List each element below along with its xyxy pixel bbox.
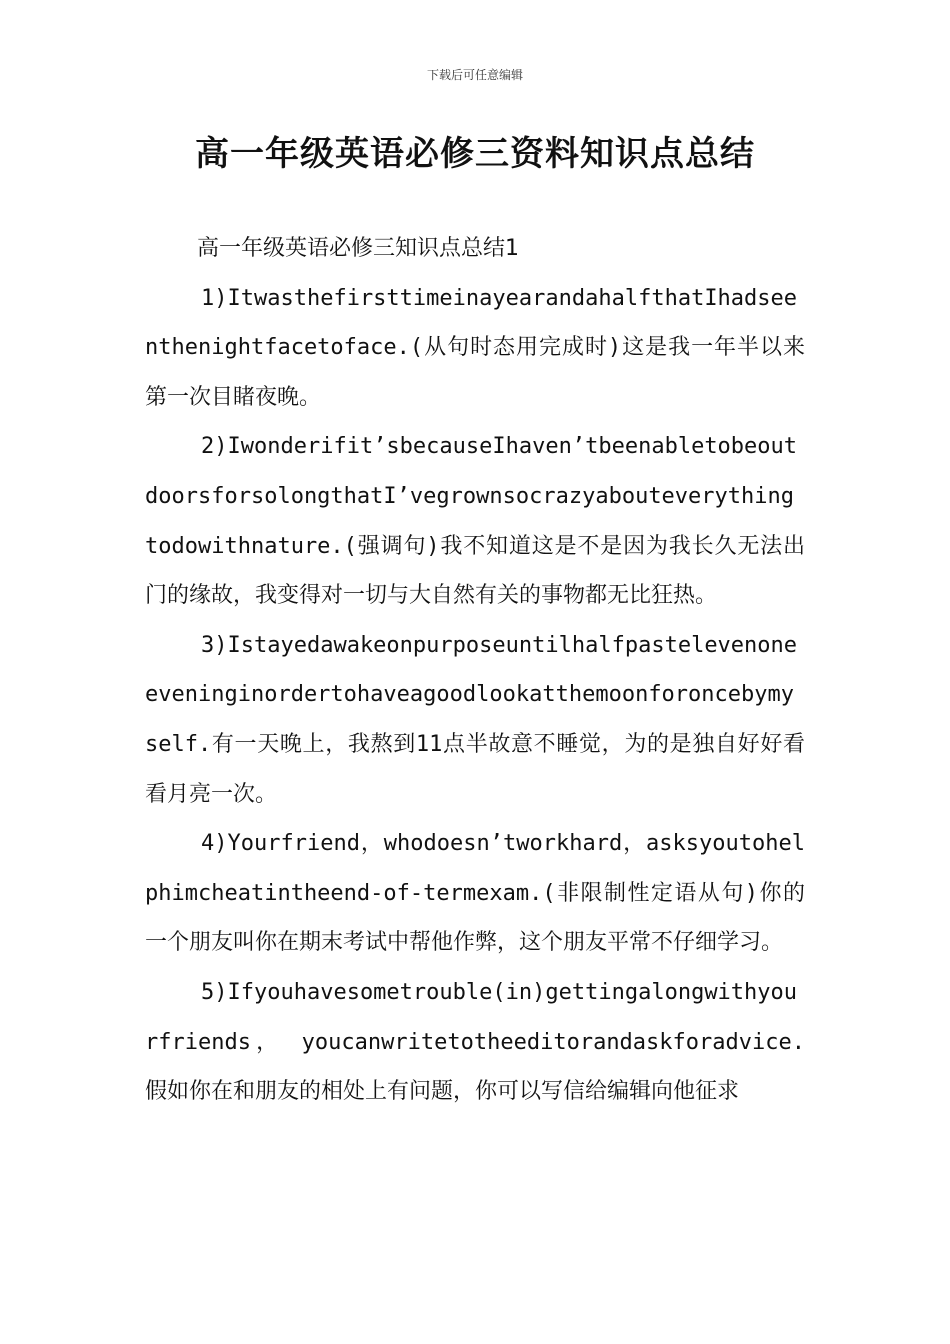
paragraph-5: 5)Ifyouhavesometrouble(in)gettingalongwithyourfriends， youcanwritetotheeditorandaskforadvice.假如你在和朋友的相处上有问题，你可以写信给编辑向他征求 — [145, 979, 805, 1105]
header-note: 下载后可任意编辑 — [426, 68, 523, 82]
document-body — [145, 224, 805, 1117]
paragraph-1: 1)ItwasthefirsttimeinayearandahalfthatIhadseenthenightfacetoface.(从句时态用完成时)这是我一年半以来第一次目睹夜晚。 — [145, 285, 805, 410]
document-title: 高一年级英语必修三资料知识点总结 — [195, 134, 755, 174]
section-heading: 高一年级英语必修三知识点总结1 — [197, 236, 519, 261]
paragraph-4: 4)Yourfriend，whodoesn’tworkhard，asksyoutohelphimcheatintheend-of-termexam.(非限制性定语从句)你的一个朋友叫你在期末考试中帮他作弊，这个朋友平常不仔细学习。 — [145, 831, 805, 956]
paragraph-2: 2)Iwonderifit’sbecauseIhaven’tbeenabletobeoutdoorsforsolongthatI’vegrownsocrazyabouteverythingtodowithnature.(强调句)我不知道这是不是因为我长久无法出门的缘故，我变得对一切与大自然有关的事物都无比狂热。 — [145, 434, 805, 609]
paragraph-3: 3)Istayedawakeonpurposeuntilhalfpastelevenoneeveninginordertohaveagoodlookatthemoonforoncebymyself.有一天晚上，我熬到11点半故意不睡觉，为的是独自好好看看月亮一次。 — [145, 632, 805, 807]
